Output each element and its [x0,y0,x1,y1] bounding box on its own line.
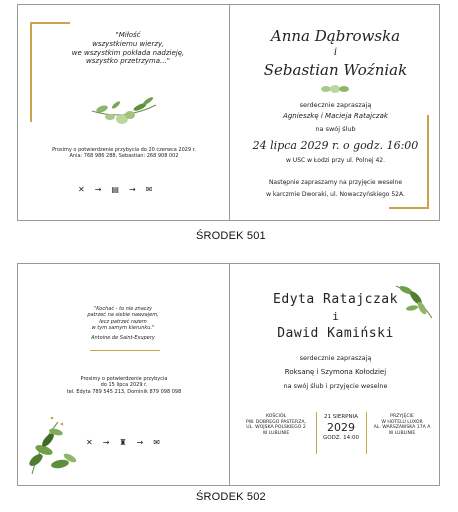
gold-rule-left [316,412,317,454]
rsvp-phones: Ania: 768 986 288, Sebastian: 268 908 002 [69,153,179,160]
card-caption: ŚRODEK 502 [196,491,266,503]
table-icon: ▤ [111,185,119,194]
quote-line: wszystkiemu wierzy, [92,39,164,48]
invite-line: serdecznie zapraszają [299,354,372,362]
date-year: 2029 [327,420,355,434]
guests-names: Agnieszkę i Macieja Ratajczak [283,112,388,120]
church-line: UL. WOJSKA POLSKIEGO 2 [246,425,306,431]
reception-line: W HOTELU LUXOR [381,419,423,425]
schedule-icons [78,185,152,194]
invite-line-2: na swój ślub [315,125,356,133]
gold-frame-bottom [389,207,429,209]
quote-line: lecz patrzeć razem [99,318,147,325]
envelope-icon: ✉ [153,438,160,447]
gold-frame-top [30,22,70,24]
quote-line: patrzeć na siebie nawzajem, [87,312,159,319]
foliage-icon [22,404,92,476]
card-caption: ŚRODEK 501 [196,230,266,242]
date-block [318,414,364,442]
quote-line: "Miłość [115,31,141,39]
gold-rule-right [366,412,367,454]
invitation-card-501 [17,4,440,221]
ceremony-place: w USC w Łodzi przy ul. Polnej 42. [285,157,386,164]
quote-block [48,31,208,66]
groom-name: Sebastian Woźniak [263,61,408,79]
small-leaves-icon [320,83,350,95]
quote-line: we wszystkim pokłada nadzieję, [71,48,185,57]
rsvp-phones: tel. Edyta 789 545 213, Dominik 879 098 098 [66,388,182,395]
bottle-icon: ♜ [119,438,127,447]
cutlery-cross-icon: ✕ [86,438,93,447]
and-word: i [333,47,338,58]
arrow-icon: → [128,185,136,194]
church-line: W LUBLINIE [262,431,290,437]
invite-line-2: na swój ślub i przyjęcie weselne [283,382,388,390]
church-block [240,414,312,437]
invitation-card-502 [17,263,440,486]
bride-name: Edyta Ratajczak [273,292,398,307]
party-line-1: Następnie zapraszamy na przyjęcie weselne [268,179,403,186]
reception-line: W LUBLINIE [388,431,416,437]
rsvp-line: Prosimy o potwierdzenie przybycia [80,376,168,382]
cutlery-cross-icon: ✕ [78,185,85,194]
and-word: i [332,310,339,323]
quote-line: w tym samym kierunku." [91,324,155,331]
gold-rule [90,350,160,351]
rsvp-block [26,147,222,160]
gold-frame-left [30,22,32,122]
guests-names: Roksanę i Szymona Kołodziej [284,368,387,376]
arrow-icon: → [94,185,102,194]
arrow-icon: → [102,438,110,447]
gold-frame-right [427,115,429,209]
quote-line: "Kochać - to nie znaczy [93,306,153,312]
reception-line: PRZYJĘCIE [390,414,414,419]
rsvp-line: Prosimy o potwierdzenie przybycia do 20 czerwca 2029 r. [52,147,196,153]
quote-block [48,306,198,341]
groom-name: Dawid Kamiński [277,326,394,341]
rsvp-line: do 15 lipca 2029 r. [100,382,148,389]
party-line-2: w karczmie Dworaki, ul. Nowaczyńskiego 52A. [266,191,405,198]
quote-author: Antoine de Saint-Exupery [91,335,155,341]
schedule-icons [86,438,160,447]
quote-line: wszystko przetrzyma..." [86,57,170,66]
arrow-icon: → [136,438,144,447]
date-day: 21 SIERPNIA [324,414,358,420]
rsvp-block [38,376,210,395]
reception-line: AL. WARSZAWSKA 17A A [373,425,431,431]
church-line: KOŚCIÓŁ [265,414,287,419]
reception-block [368,414,436,437]
invite-line: serdecznie zapraszają [299,101,372,109]
bride-name: Anna Dąbrowska [270,27,401,45]
church-line: PW. DOBREGO PASTERZA, [246,419,306,425]
envelope-icon: ✉ [145,185,153,194]
wedding-date: 24 lipca 2029 r. o godz. 16:00 [252,139,419,152]
date-time: GODZ. 14:00 [323,434,359,441]
eucalyptus-leaves-icon [88,91,160,127]
